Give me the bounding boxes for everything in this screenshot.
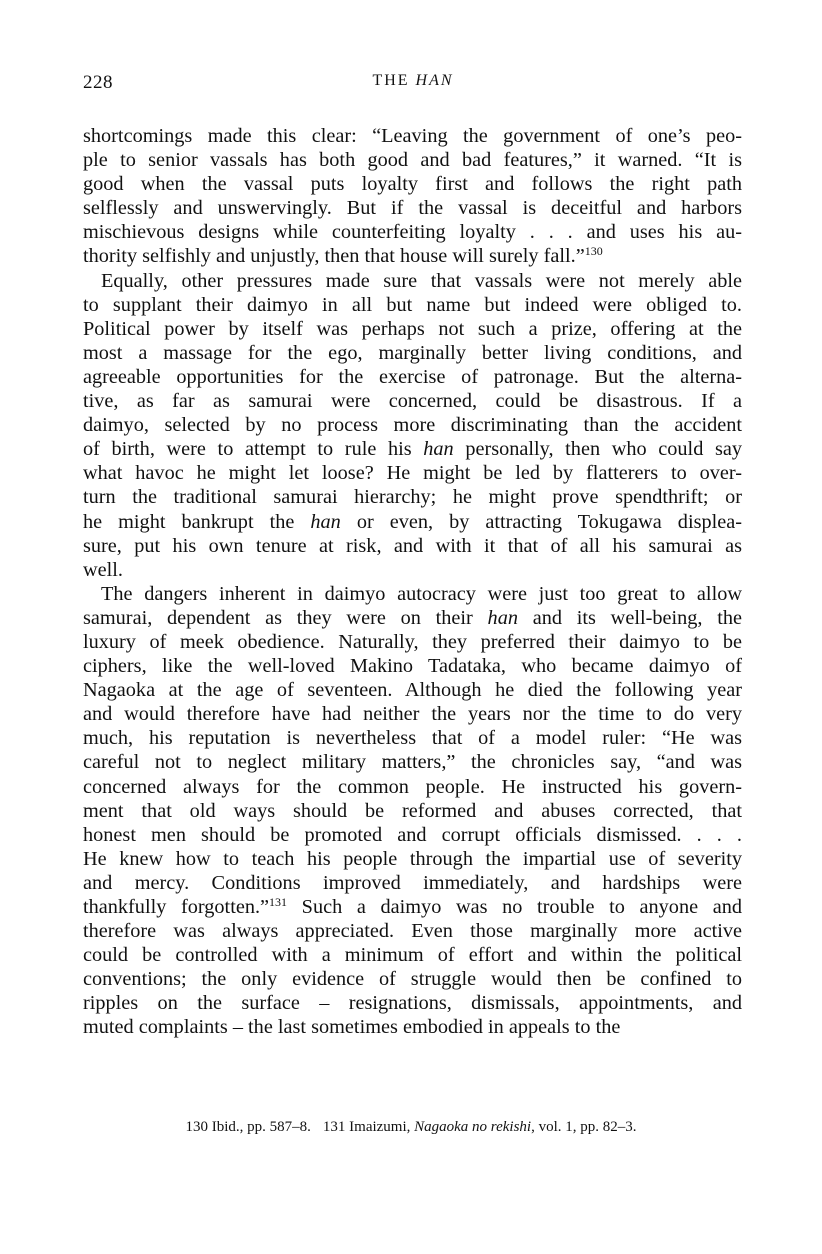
text-line	[83, 365, 742, 389]
text-run: therefore was always appreciated. Even those marginally more active	[83, 920, 742, 943]
text-line	[83, 293, 742, 317]
text-run: samurai, dependent as they were on their	[83, 606, 488, 629]
text-run: shortcomings made this clear: “Leaving the government of one’s peo-	[83, 125, 742, 147]
paragraph	[83, 582, 742, 1040]
paragraph	[83, 269, 742, 582]
running-head-italic: HAN	[415, 72, 454, 89]
text-line	[83, 1015, 742, 1039]
text-line	[83, 413, 742, 437]
text-run: to supplant their daimyo in all but name but indeed were obliged to.	[83, 293, 742, 316]
text-run: thankfully forgotten.”	[83, 896, 270, 918]
text-run: agreeable opportunities for the exercise of patronage. But the alterna-	[83, 365, 742, 388]
text-run: 131 Imaizumi,	[322, 1119, 415, 1135]
text-line	[83, 172, 742, 196]
page-number: 228	[83, 72, 113, 93]
text-run: Equally, other pressures made sure that vassals were not merely able	[101, 269, 742, 292]
italic-term: Nagaoka no rekishi	[414, 1119, 532, 1135]
text-line	[83, 558, 742, 582]
body-text	[83, 124, 742, 1040]
text-line	[83, 895, 742, 919]
text-run: what havoc he might let loose? He might be led by flatterers to over-	[83, 462, 742, 485]
text-line	[83, 750, 742, 774]
text-line	[83, 148, 742, 172]
text-run: honest men should be promoted and corrupt officials dismissed. . . .	[83, 823, 742, 846]
text-run: tive, as far as samurai were concerned, could be disastrous. If a	[83, 390, 742, 413]
text-run: 130 Ibid., pp. 587–8.	[185, 1119, 311, 1135]
text-run: Such a daimyo was no trouble to anyone and	[287, 896, 742, 918]
text-line	[83, 461, 742, 485]
text-line	[83, 244, 742, 268]
text-line	[83, 702, 742, 726]
text-run: personally, then who could say	[453, 438, 742, 461]
text-run: ripples on the surface – resignations, dismissals, appointments, and	[83, 992, 742, 1015]
text-run: thority selfishly and unjustly, then that house will surely fall.”	[83, 245, 585, 268]
text-run: daimyo, selected by no process more discriminating than the accident	[83, 414, 742, 437]
text-line	[83, 775, 742, 799]
text-run: well.	[83, 558, 123, 581]
text-line	[83, 534, 742, 558]
text-line	[83, 799, 742, 823]
text-run: ciphers, like the well-loved Makino Tadataka, who became daimyo of	[83, 655, 742, 678]
text-line	[83, 726, 742, 750]
italic-term: han	[423, 438, 454, 461]
text-line	[83, 606, 742, 630]
text-line	[83, 317, 742, 341]
text-run: Nagaoka at the age of seventeen. Although he died the following year	[83, 679, 742, 702]
italic-term: han	[487, 606, 518, 629]
footnote-marker: 130	[584, 244, 603, 259]
text-run: and mercy. Conditions improved immediately, and hardships were	[83, 871, 742, 894]
text-line	[83, 943, 742, 967]
text-run: careful not to neglect military matters,” the chronicles say, “and was	[83, 751, 742, 774]
text-run: turn the traditional samurai hierarchy; he might prove spendthrift; or	[83, 486, 742, 509]
text-run: and its well-being, the	[517, 606, 742, 629]
text-line	[83, 678, 742, 702]
running-head-prefix: THE	[372, 72, 416, 89]
text-line	[83, 389, 742, 413]
text-line	[83, 269, 742, 293]
text-line	[83, 196, 742, 220]
text-run: or even, by attracting Tokugawa displea-	[340, 510, 742, 533]
text-line	[83, 919, 742, 943]
text-line	[83, 437, 742, 461]
text-line	[83, 220, 742, 244]
running-head	[83, 72, 743, 90]
text-run: he might bankrupt the	[83, 510, 311, 533]
text-run: ment that old ways should be reformed and abuses corrected, that	[83, 799, 742, 822]
italic-term: han	[310, 510, 341, 533]
text-line	[83, 485, 742, 509]
text-run: mischievous designs while counterfeiting loyalty . . . and uses his au-	[83, 221, 742, 244]
footnotes	[0, 1117, 822, 1137]
footnote	[185, 1119, 310, 1135]
text-run: selflessly and unswervingly. But if the vassal is deceitful and harbors	[83, 197, 742, 220]
text-run: muted complaints – the last sometimes embodied in appeals to the	[83, 1016, 621, 1039]
text-run: Political power by itself was perhaps not such a prize, offering at the	[83, 317, 742, 340]
text-run: much, his reputation is nevertheless that of a model ruler: “He was	[83, 727, 742, 750]
text-line	[83, 582, 742, 606]
text-run: concerned always for the common people. He instructed his govern-	[83, 775, 742, 798]
text-line	[83, 847, 742, 871]
text-line	[83, 967, 742, 991]
text-run: could be controlled with a minimum of effort and within the political	[83, 944, 742, 967]
text-run: He knew how to teach his people through the impartial use of severity	[83, 847, 742, 870]
text-line	[83, 654, 742, 678]
text-run: conventions; the only evidence of struggle would then be confined to	[83, 968, 742, 991]
text-line	[83, 124, 742, 148]
footnote	[323, 1119, 637, 1135]
text-line	[83, 510, 742, 534]
text-run: sure, put his own tenure at risk, and with it that of all his samurai as	[83, 534, 742, 557]
text-run: good when the vassal puts loyalty first and follows the right path	[83, 173, 742, 196]
page-header	[83, 72, 743, 100]
text-run: ple to senior vassals has both good and bad features,” it warned. “It is	[83, 149, 742, 172]
text-run: most a massage for the ego, marginally better living conditions, and	[83, 341, 742, 364]
footnote-marker: 131	[269, 895, 288, 909]
text-run: and would therefore have had neither the years nor the time to do very	[83, 703, 742, 726]
text-line	[83, 823, 742, 847]
text-line	[83, 341, 742, 365]
text-run: The dangers inherent in daimyo autocracy were just too great to allow	[101, 582, 742, 605]
text-run: luxury of meek obedience. Naturally, they preferred their daimyo to be	[83, 630, 742, 653]
text-run: , vol. 1, pp. 82–3.	[531, 1119, 637, 1135]
paragraph	[83, 124, 742, 269]
text-run: of birth, were to attempt to rule his	[83, 438, 424, 461]
text-line	[83, 991, 742, 1015]
text-line	[83, 871, 742, 895]
text-line	[83, 630, 742, 654]
